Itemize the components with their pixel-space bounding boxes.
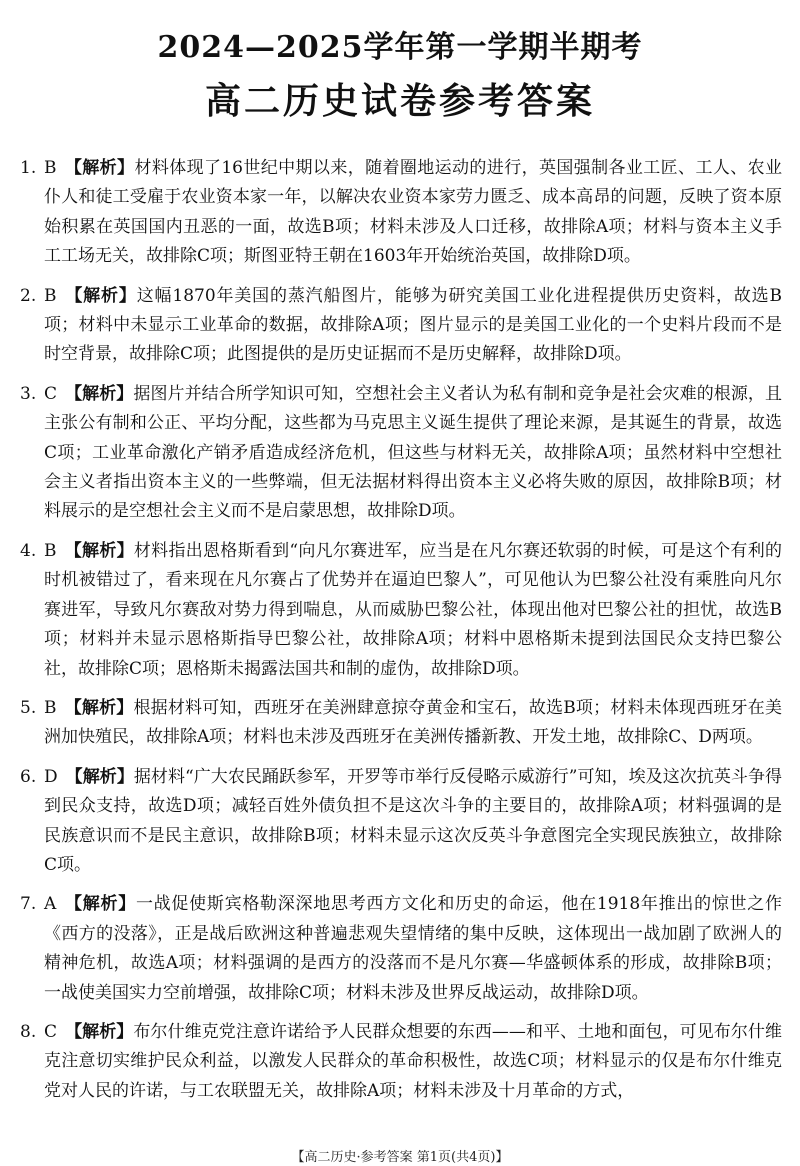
answer-number: 5.	[20, 697, 37, 718]
answer-number: 2.	[20, 285, 37, 306]
answer-explanation: 据材料“广大农民踊跃参军，开罗等市举行反侵略示威游行”可知，埃及这次抗英斗争得到民众支持，故选D项；减轻百姓外债负担不是这次斗争的主要目的，故排除A项；材料强调的是民族意识而不是民主意识，故排除B项；材料未显示这次反英斗争意图完全实现民族独立，故排除C项。	[44, 766, 782, 875]
answer-explanation: 一战促使斯宾格勒深深地思考西方文化和历史的命运，他在1918年推出的惊世之作《西方的没落》，正是战后欧洲这种普遍悲观失望情绪的集中反映，这体现出一战加剧了欧洲人的精神危机，故选A项；材料强调的是西方的没落而不是凡尔赛—华盛顿体系的形成，故排除B项；一战使美国实力空前增强，故排除C项；材料未涉及世界反战运动，故排除D项。	[44, 894, 783, 1003]
answer-number: 4.	[20, 540, 37, 561]
answer-item-7	[20, 890, 782, 1008]
answer-explanation: 这幅1870年美国的蒸汽船图片，能够为研究美国工业化进程提供历史资料，故选B项；材料中未显示工业革命的数据，故排除A项；图片显示的是美国工业化的一个史料片段而不是时空背景，故排除C项；此图提供的是历史证据而不是历史解释，故排除D项。	[44, 285, 782, 365]
answer-number: 3.	[20, 383, 37, 404]
answer-explanation: 根据材料可知，西班牙在美洲肆意掠夺黄金和宝石，故选B项；材料未体现西班牙在美洲加快殖民，故排除A项；材料也未涉及西班牙在美洲传播新教、开发土地，故排除C、D两项。	[44, 697, 782, 748]
answer-choice: A	[44, 894, 57, 915]
answer-number: 8.	[20, 1021, 37, 1042]
answer-number: 6.	[20, 766, 37, 787]
answer-item-1	[20, 154, 782, 272]
analysis-tag: 【解析】	[65, 383, 134, 404]
answer-choice: C	[44, 383, 58, 404]
answer-choice: C	[44, 1021, 58, 1042]
answer-item-6	[20, 763, 782, 881]
analysis-tag: 【解析】	[64, 285, 137, 306]
answer-choice: B	[44, 697, 57, 718]
page-footer: 【高二历史·参考答案 第1页(共4页)】	[291, 1150, 509, 1165]
answer-choice: B	[44, 285, 57, 306]
analysis-tag: 【解析】	[64, 894, 136, 915]
analysis-tag: 【解析】	[64, 540, 134, 561]
exam-term-title: 2024—2025学年第一学期半期考	[157, 30, 643, 65]
analysis-tag: 【解析】	[64, 697, 134, 718]
answer-item-8	[20, 1018, 782, 1106]
answer-choice: D	[44, 766, 58, 787]
answer-choice: B	[44, 158, 57, 178]
answer-item-2	[20, 282, 782, 370]
answer-list	[20, 154, 782, 1116]
answer-number: 7.	[20, 894, 37, 915]
answer-choice: B	[44, 540, 57, 561]
answer-item-5	[20, 694, 782, 753]
answer-key-title: 高二历史试卷参考答案	[204, 80, 595, 122]
answer-number: 1.	[20, 158, 37, 178]
analysis-tag: 【解析】	[65, 1021, 134, 1042]
answer-explanation: 材料指出恩格斯看到“向凡尔赛进军，应当是在凡尔赛还软弱的时候，可是这个有利的时机被错过了，看来现在凡尔赛占了优势并在逼迫巴黎人”，可见他认为巴黎公社没有乘胜向凡尔赛进军，导致凡尔赛敌对势力得到喘息，从而威胁巴黎公社，体现出他对巴黎公社的担忧，故选B项；材料并未显示恩格斯指导巴黎公社，故排除A项；材料中恩格斯未提到法国民众支持巴黎公社，故排除C项；恩格斯未揭露法国共和制的虚伪，故排除D项。	[44, 540, 782, 679]
answer-item-4	[20, 537, 782, 684]
answer-explanation: 材料体现了16世纪中期以来，随着圈地运动的进行，英国强制各业工匠、工人、农业仆人和徒工受雇于农业资本家一年，以解决农业资本家劳力匮乏、成本高昂的问题，反映了资本原始积累在英国国内丑恶的一面，故选B项；材料未涉及人口迁移，故排除A项；材料与资本主义手工工场无关，故排除C项；斯图亚特王朝在1603年开始统治英国，故排除D项。	[44, 158, 782, 267]
answer-explanation: 据图片并结合所学知识可知，空想社会主义者认为私有制和竞争是社会灾难的根源，且主张公有制和公正、平均分配，这些都为马克思主义诞生提供了理论来源，是其诞生的背景，故选C项；工业革命激化产销矛盾造成经济危机，但这些与材料无关，故排除A项；虽然材料中空想社会主义者指出资本主义的一些弊端，但无法据材料得出资本主义必将失败的原因，故排除B项；材料展示的是空想社会主义而不是启蒙思想，故排除D项。	[44, 383, 783, 522]
analysis-tag: 【解析】	[64, 158, 135, 178]
answer-explanation: 布尔什维克党注意许诺给予人民群众想要的东西——和平、土地和面包，可见布尔什维克注意切实维护民众利益，以激发人民群众的革命积极性，故选C项；材料显示的仅是布尔什维克党对人民的许诺，与工农联盟无关，故排除A项；材料未涉及十月革命的方式，	[44, 1021, 783, 1101]
analysis-tag: 【解析】	[65, 766, 134, 787]
answer-item-3	[20, 380, 782, 527]
